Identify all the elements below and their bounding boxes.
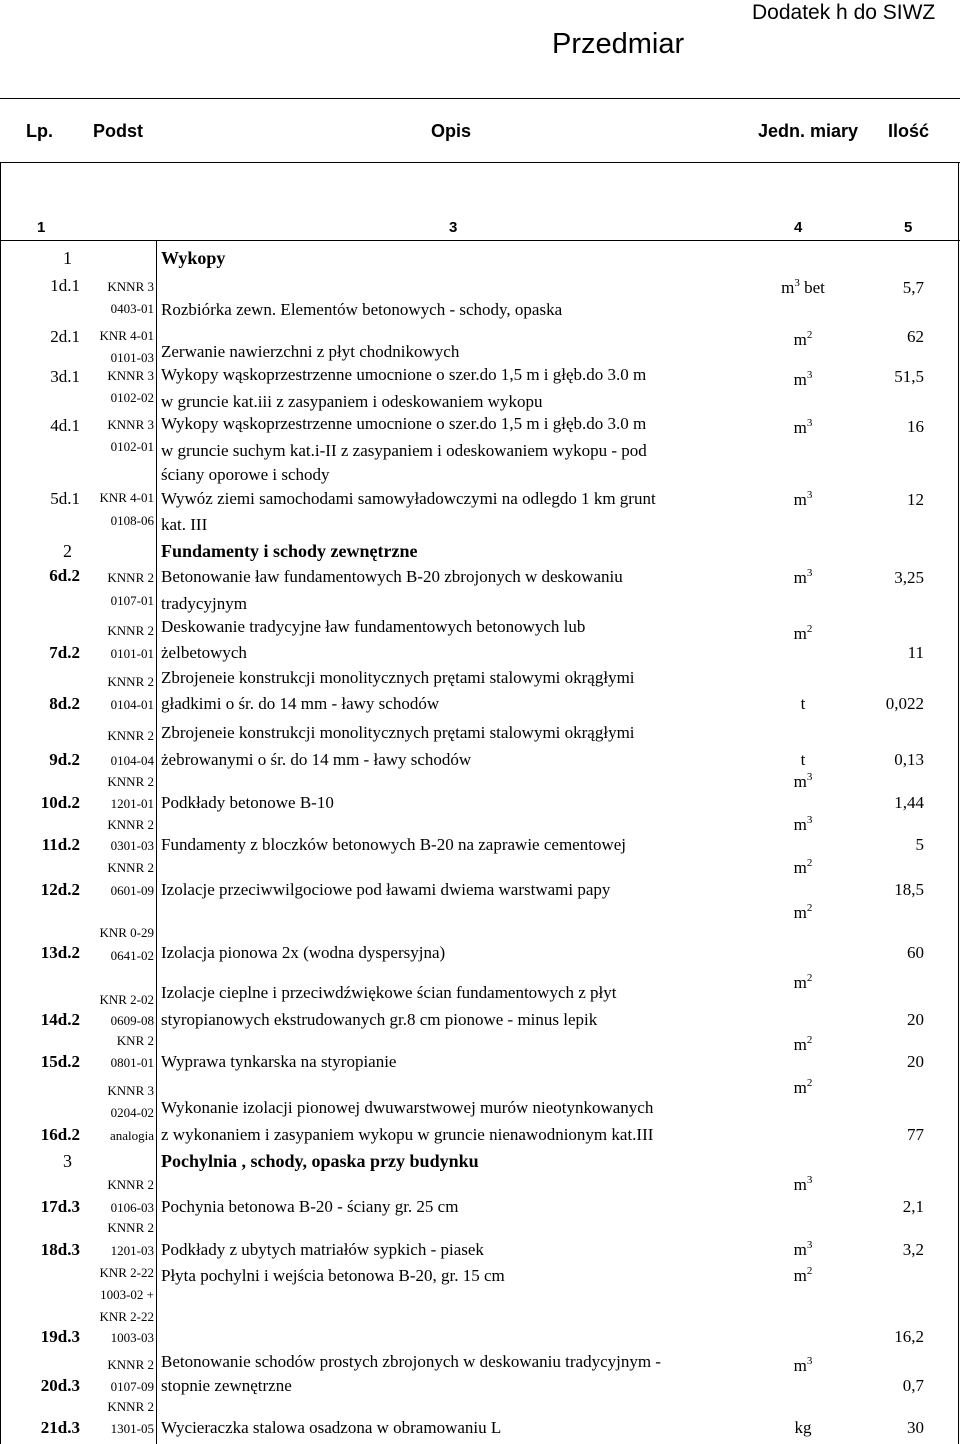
row-unit-base: m [793, 772, 807, 791]
row-unit-exponent: 3 [794, 277, 800, 289]
row-description: Wykopy wąskoprzestrzenne umocnione o szer.do 1,5 m i głęb.do 3.0 m [161, 414, 647, 433]
row-podst: 0301-03 [110, 838, 154, 853]
row-lp: 18d.3 [40, 1240, 80, 1259]
row-unit-exponent: 3 [806, 369, 813, 381]
row-podst: 0204-02 [110, 1105, 154, 1120]
row-quantity: 51,5 [894, 367, 924, 386]
row-description: Pochynia betonowa B-20 - ściany gr. 25 cm [161, 1197, 459, 1216]
row-podst: KNR 4-01 [99, 490, 154, 505]
row-podst: 0108-06 [110, 513, 154, 528]
row-description: Podkłady betonowe B-10 [161, 793, 334, 812]
row-podst: 0641-02 [110, 948, 154, 963]
row-unit-exponent: 2 [806, 972, 813, 984]
row-description: Betonowanie schodów prostych zbrojonych w deskowaniu tradycyjnym - [161, 1352, 661, 1371]
row-quantity: 5,7 [902, 278, 924, 297]
header-top-rule [0, 98, 960, 99]
row-description: z wykonaniem i zasypaniem wykopu w gruncie nienawodnionym kat.III [161, 1125, 654, 1144]
row-description: w gruncie suchym kat.i-II z zasypaniem i odeskowaniem wykopu - pod [161, 441, 647, 460]
row-unit-base: m [793, 330, 807, 349]
row-description: żebrowanymi o śr. do 14 mm - ławy schodów [161, 750, 472, 769]
column-number-3: 3 [449, 219, 458, 236]
row-podst: KNNR 2 [107, 1177, 154, 1192]
row-lp: 5d.1 [50, 489, 80, 508]
row-description: Rozbiórka zewn. Elementów betonowych - schody, opaska [161, 300, 563, 319]
row-unit [760, 490, 846, 510]
section-title: Fundamenty i schody zewnętrzne [161, 541, 418, 561]
row-unit-base: m [793, 1078, 807, 1097]
row-podst: 0101-01 [110, 646, 154, 661]
row-quantity: 20 [907, 1010, 924, 1029]
row-podst: KNR 2-22 [99, 1309, 154, 1324]
row-podst: KNR 2-02 [99, 992, 154, 1007]
row-quantity: 5 [915, 835, 924, 854]
row-description: ściany oporowe i schody [161, 465, 330, 484]
row-lp: 12d.2 [40, 880, 80, 899]
row-podst: 0801-01 [110, 1055, 154, 1070]
row-unit-base: m [793, 568, 807, 587]
row-description: Wycieraczka stalowa osadzona w obramowaniu L [161, 1418, 502, 1437]
row-podst: KNNR 3 [107, 1083, 154, 1098]
row-podst: 0609-08 [110, 1013, 154, 1028]
row-quantity: 3,2 [902, 1240, 924, 1259]
row-podst: 1201-01 [110, 796, 154, 811]
table-right-border [958, 162, 959, 1444]
row-unit-exponent: 3 [806, 1239, 813, 1251]
row-podst: 0601-09 [110, 883, 154, 898]
row-lp: 20d.3 [40, 1376, 80, 1395]
row-lp: 6d.2 [49, 566, 80, 585]
row-podst: KNNR 3 [107, 368, 154, 383]
row-unit-base: kg [794, 1418, 812, 1437]
row-description: Płyta pochylni i wejścia betonowa B-20, gr. 15 cm [161, 1266, 505, 1285]
row-description: Zbrojeneie konstrukcji monolitycznych prętami stalowymi okrągłymi [161, 723, 635, 742]
annex-label: Dodatek h do SIWZ [752, 1, 936, 24]
row-quantity: 18,5 [894, 880, 924, 899]
row-podst: 0104-04 [110, 753, 154, 768]
row-description: żelbetowych [161, 643, 247, 662]
row-unit-base: m [793, 973, 807, 992]
row-quantity: 0,022 [885, 694, 924, 713]
row-podst: KNNR 2 [107, 728, 154, 743]
row-podst: 0106-03 [110, 1200, 154, 1215]
row-lp: 13d.2 [40, 943, 80, 962]
row-unit-base: m [793, 1240, 807, 1259]
row-description: Zbrojeneie konstrukcji monolitycznych prętami stalowymi okrągłymi [161, 668, 635, 687]
row-unit-base: t [800, 750, 806, 769]
row-description: Fundamenty z bloczków betonowych B-20 na zaprawie cementowej [161, 835, 626, 854]
row-unit-exponent: 3 [806, 1355, 813, 1367]
header-bottom-rule [0, 162, 960, 163]
row-podst: 0104-01 [110, 697, 154, 712]
row-lp: 11d.2 [41, 835, 80, 854]
row-podst: analogia [109, 1128, 154, 1143]
row-description: Izolacje cieplne i przeciwdźwiękowe ścian fundamentowych z płyt [161, 983, 617, 1002]
row-lp: 3d.1 [50, 367, 80, 386]
row-lp: 7d.2 [49, 643, 80, 662]
row-unit-base: m [793, 903, 807, 922]
row-unit [760, 750, 846, 770]
row-quantity: 16,2 [894, 1327, 924, 1346]
section-number: 2 [63, 541, 72, 561]
document-title: Przedmiar [552, 28, 685, 60]
row-description: kat. III [161, 515, 208, 534]
row-unit-base: m [793, 1356, 807, 1375]
row-lp: 19d.3 [40, 1327, 80, 1346]
row-podst: KNNR 2 [107, 1357, 154, 1372]
row-podst: KNNR 2 [107, 674, 154, 689]
row-lp: 21d.3 [40, 1418, 80, 1437]
row-podst: KNR 4-01 [99, 328, 154, 343]
row-description: tradycyjnym [161, 594, 247, 613]
row-description: w gruncie kat.iii z zasypaniem i odeskowaniem wykopu [161, 392, 543, 411]
section-number: 1 [63, 248, 72, 268]
row-podst: KNNR 2 [107, 817, 154, 832]
row-quantity: 1,44 [894, 793, 924, 812]
row-unit-base: m [793, 624, 807, 643]
row-unit-base: m [781, 278, 795, 297]
row-podst: 0101-03 [110, 350, 154, 365]
row-unit [760, 858, 846, 878]
row-unit-base: m [793, 1175, 807, 1194]
row-description: Wykopy wąskoprzestrzenne umocnione o szer.do 1,5 m i głęb.do 3.0 m [161, 365, 647, 384]
row-description: Izolacja pionowa 2x (wodna dyspersyjna) [161, 943, 446, 962]
row-podst: 0107-09 [110, 1379, 154, 1394]
row-unit [760, 568, 846, 588]
row-podst: 1003-03 [110, 1330, 154, 1345]
row-unit [760, 694, 846, 714]
row-description: Betonowanie ław fundamentowych B-20 zbrojonych w deskowaniu [161, 567, 623, 586]
column-header-jedn: Jedn. miary [758, 121, 859, 141]
column-number-4: 4 [794, 219, 803, 236]
row-podst: 0102-02 [110, 390, 154, 405]
row-unit [760, 624, 846, 644]
row-unit-exponent: 3 [806, 489, 813, 501]
table-top-rule [0, 240, 960, 241]
row-description: stopnie zewnętrzne [161, 1376, 292, 1395]
row-unit [760, 1266, 846, 1286]
row-podst: KNR 0-29 [99, 925, 154, 940]
row-unit-exponent: 3 [806, 417, 813, 429]
row-lp: 16d.2 [40, 1125, 80, 1144]
row-unit [760, 1356, 846, 1376]
column-divider-opis [156, 240, 157, 1444]
row-description: gładkimi o śr. do 14 mm - ławy schodów [161, 694, 440, 713]
row-podst: 1301-05 [110, 1421, 154, 1436]
row-podst: 1201-03 [110, 1243, 154, 1258]
row-description: styropianowych ekstrudowanych gr.8 cm pionowe - minus lepik [161, 1010, 598, 1029]
row-description: Wyprawa tynkarska na styropianie [161, 1052, 397, 1071]
row-unit-base: m [793, 490, 807, 509]
row-podst: 1003-02 + [100, 1287, 154, 1302]
row-lp: 4d.1 [50, 416, 80, 435]
row-lp: 8d.2 [49, 694, 80, 713]
row-unit-base: m [793, 815, 807, 834]
row-unit-exponent: 2 [806, 1265, 813, 1277]
row-lp: 10d.2 [40, 793, 80, 812]
row-description: Deskowanie tradycyjne ław fundamentowych betonowych lub [161, 617, 586, 636]
column-header-opis: Opis [431, 121, 472, 141]
row-podst: KNR 2 [116, 1033, 154, 1048]
row-unit [760, 815, 846, 835]
row-unit-exponent: 2 [806, 329, 813, 341]
row-description: Izolacje przeciwwilgociowe pod ławami dwiema warstwami papy [161, 880, 611, 899]
row-lp: 2d.1 [50, 327, 80, 346]
row-unit [760, 1418, 846, 1438]
row-unit [760, 903, 846, 923]
row-unit [760, 1078, 846, 1098]
row-quantity: 2,1 [902, 1197, 924, 1216]
section-title: Pochylnia , schody, opaska przy budynku [161, 1151, 479, 1171]
row-quantity: 77 [907, 1125, 924, 1144]
row-podst: KNNR 2 [107, 623, 154, 638]
column-header-ilosc: Ilość [888, 121, 930, 141]
section-title: Wykopy [161, 248, 226, 268]
row-unit-base: m [793, 418, 807, 437]
row-unit-exponent: 3 [806, 814, 813, 826]
row-unit [760, 1035, 846, 1055]
row-podst: KNNR 2 [107, 774, 154, 789]
row-unit-suffix: bet [799, 278, 825, 297]
row-quantity: 20 [907, 1052, 924, 1071]
row-description: Podkłady z ubytych matriałów sypkich - piasek [161, 1240, 484, 1259]
row-podst: 0102-01 [110, 439, 154, 454]
row-podst: 0107-01 [110, 593, 154, 608]
row-unit [760, 330, 846, 350]
row-unit-exponent: 2 [806, 1034, 813, 1046]
row-podst: KNNR 2 [107, 1399, 154, 1414]
row-podst: KNR 2-22 [99, 1265, 154, 1280]
row-podst: KNNR 2 [107, 1220, 154, 1235]
row-unit [760, 418, 846, 438]
row-lp: 1d.1 [50, 276, 80, 295]
row-lp: 14d.2 [40, 1010, 80, 1029]
row-quantity: 11 [907, 643, 924, 662]
row-description: Zerwanie nawierzchni z płyt chodnikowych [161, 342, 460, 361]
row-quantity: 60 [907, 943, 924, 962]
row-description: Wywóz ziemi samochodami samowyładowczymi na odlegdo 1 km grunt [161, 489, 656, 508]
row-unit-exponent: 3 [806, 1174, 813, 1186]
row-unit-base: m [793, 370, 807, 389]
row-quantity: 62 [907, 327, 924, 346]
row-unit [760, 973, 846, 993]
row-unit-base: m [793, 858, 807, 877]
row-quantity: 30 [907, 1418, 924, 1437]
row-podst: KNNR 2 [107, 860, 154, 875]
row-quantity: 3,25 [894, 568, 924, 587]
row-unit-exponent: 3 [806, 771, 813, 783]
row-unit [760, 1175, 846, 1195]
row-podst: KNNR 2 [107, 570, 154, 585]
row-podst: KNNR 3 [107, 279, 154, 294]
row-quantity: 0,7 [902, 1376, 924, 1395]
row-quantity: 16 [907, 417, 924, 436]
column-header-podst: Podst [93, 121, 144, 141]
row-quantity: 12 [907, 490, 924, 509]
row-lp: 15d.2 [40, 1052, 80, 1071]
row-quantity: 0,13 [894, 750, 924, 769]
row-podst: 0403-01 [110, 301, 154, 316]
column-number-5: 5 [904, 219, 913, 236]
row-description: Wykonanie izolacji pionowej dwuwarstwowej murów nieotynkowanych [161, 1098, 654, 1117]
row-lp: 17d.3 [40, 1197, 80, 1216]
row-podst: KNNR 3 [107, 417, 154, 432]
row-unit [760, 370, 846, 390]
column-header-lp: Lp. [26, 121, 53, 141]
row-unit-exponent: 2 [806, 857, 813, 869]
row-unit-exponent: 2 [806, 1077, 813, 1089]
row-unit-exponent: 2 [806, 623, 813, 635]
row-unit [760, 772, 846, 792]
row-unit-exponent: 2 [806, 902, 813, 914]
row-unit-base: m [793, 1035, 807, 1054]
row-unit [760, 278, 846, 298]
row-unit [760, 1240, 846, 1260]
row-unit-base: m [793, 1266, 807, 1285]
row-unit-base: t [800, 694, 806, 713]
column-number-1: 1 [37, 219, 46, 236]
row-unit-exponent: 3 [806, 567, 813, 579]
section-number: 3 [63, 1151, 72, 1171]
row-lp: 9d.2 [49, 750, 80, 769]
